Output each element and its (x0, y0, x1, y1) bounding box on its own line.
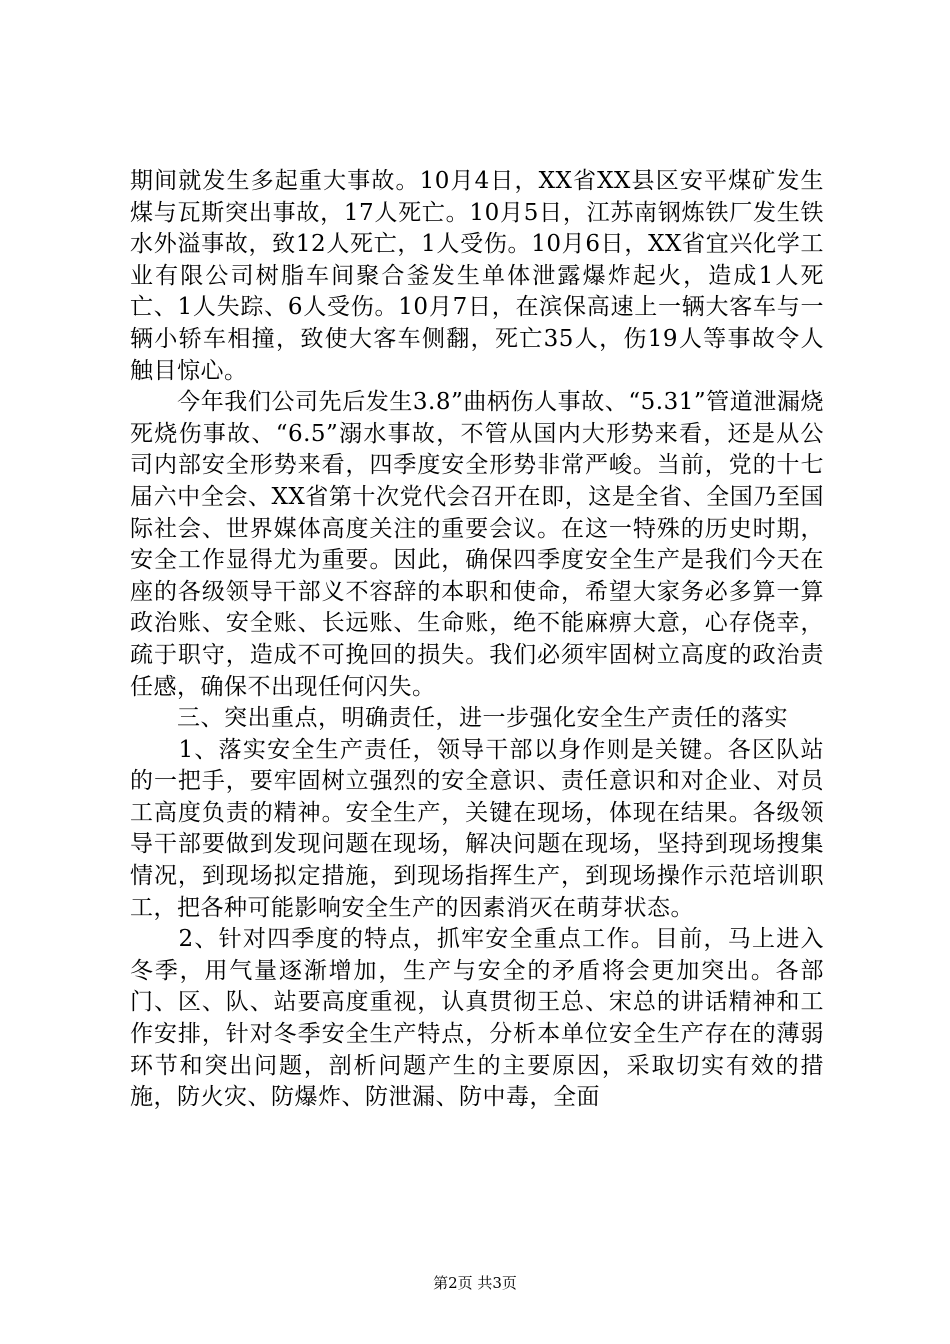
paragraph-item-1: 1、落实安全生产责任，领导干部以身作则是关键。各区队站的一把手，要牢固树立强烈的安全意识、责任意识和对企业、对员工高度负责的精神。安全生产，关键在现场，体现在结果。各级领导干部要做到发现问题在现场，解决问题在现场，坚持到现场搜集情况，到现场拟定措施，到现场指挥生产，到现场操作示范培训职工，把各种可能影响安全生产的因素消灭在萌芽状态。 (130, 736, 824, 921)
paragraph-item-2: 2、针对四季度的特点，抓牢安全重点工作。目前，马上进入冬季，用气量逐渐增加，生产与安全的矛盾将会更加突出。各部门、区、队、站要高度重视，认真贯彻王总、宋总的讲话精神和工作安排，针对冬季安全生产特点，分析本单位安全生产存在的薄弱环节和突出问题，剖析问题产生的主要原因，采取切实有效的措施，防火灾、防爆炸、防泄漏、防中毒，全面 (130, 926, 824, 1111)
paragraph-company-situation: 今年我们公司先后发生3.8”曲柄伤人事故、“5.31”管道泄漏烧死烧伤事故、“6.5”溺水事故，不管从国内大形势来看，还是从公司内部安全形势来看，四季度安全形势非常严峻。当前，党的十七届六中全会、XX省第十次党代会召开在即，这是全省、全国乃至国际社会、世界媒体高度关注的重要会议。在这一特殊的历史时期，安全工作显得尤为重要。因此，确保四季度安全生产是我们今天在座的各级领导干部义不容辞的本职和使命，希望大家务必多算一算政治账、安全账、长远账、生命账，绝不能麻痹大意，心存侥幸，疏于职守，造成不可挽回的损失。我们必须牢固树立高度的政治责任感，确保不出现任何闪失。 (130, 389, 824, 700)
paragraph-accident-list: 期间就发生多起重大事故。10月4日，XX省XX县区安平煤矿发生煤与瓦斯突出事故，17人死亡。10月5日，江苏南钢炼铁厂发生铁水外溢事故，致12人死亡，1人受伤。10月6日，XX省宜兴化学工业有限公司树脂车间聚合釜发生单体泄露爆炸起火，造成1人死亡、1人失踪、6人受伤。10月7日，在滨保高速上一辆大客车与一辆小轿车相撞，致使大客车侧翻，死亡35人，伤19人等事故令人触目惊心。 (130, 168, 824, 384)
page-footer: 第2页 共3页 (433, 1274, 517, 1292)
body-text (130, 166, 824, 1114)
section-heading-3: 三、突出重点，明确责任，进一步强化安全生产责任的落实 (130, 705, 788, 732)
